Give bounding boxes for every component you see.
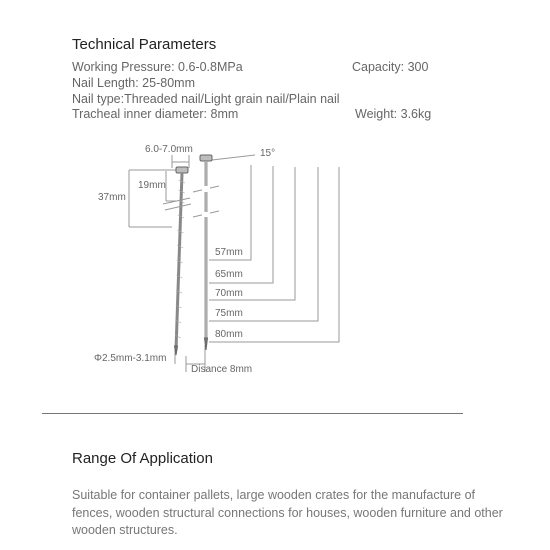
weight-text: Weight: 3.6kg bbox=[355, 107, 432, 121]
length-57-label: 57mm bbox=[215, 247, 243, 258]
length-70-bracket bbox=[209, 167, 295, 300]
length-70-label: 70mm bbox=[215, 288, 243, 299]
working-pressure-text: Working Pressure: 0.6-0.8MPa bbox=[72, 60, 243, 74]
application-description: Suitable for container pallets, large wooden crates for the manufacture of fences, wooden structural connections for houses, wooden furniture and other wooden structures. bbox=[72, 488, 503, 537]
length-19-label: 19mm bbox=[138, 180, 166, 191]
section-divider bbox=[42, 413, 463, 414]
nail-type-text: Nail type:Threaded nail/Light grain nail/Plain nail bbox=[72, 92, 340, 106]
nail-length-text: Nail Length: 25-80mm bbox=[72, 76, 195, 90]
capacity-text: Capacity: 300 bbox=[352, 60, 429, 74]
shank-diameter-label: Φ2.5mm-3.1mm bbox=[94, 353, 167, 364]
length-65-label: 65mm bbox=[215, 269, 243, 280]
length-75-label: 75mm bbox=[215, 308, 243, 319]
angle-label: 15° bbox=[260, 148, 276, 159]
angle-reference-line bbox=[212, 155, 255, 160]
length-37-label: 37mm bbox=[98, 192, 126, 203]
length-80-label: 80mm bbox=[215, 329, 243, 340]
distance-label: Disance 8mm bbox=[191, 364, 253, 375]
tracheal-diameter-text: Tracheal inner diameter: 8mm bbox=[72, 107, 239, 121]
application-title: Range Of Application bbox=[72, 450, 213, 467]
threaded-nail bbox=[163, 167, 191, 355]
head-width-label: 6.0-7.0mm bbox=[145, 144, 193, 155]
length-65-bracket bbox=[209, 166, 273, 283]
length-57-bracket bbox=[209, 165, 251, 260]
technical-parameters-title: Technical Parameters bbox=[72, 36, 217, 53]
